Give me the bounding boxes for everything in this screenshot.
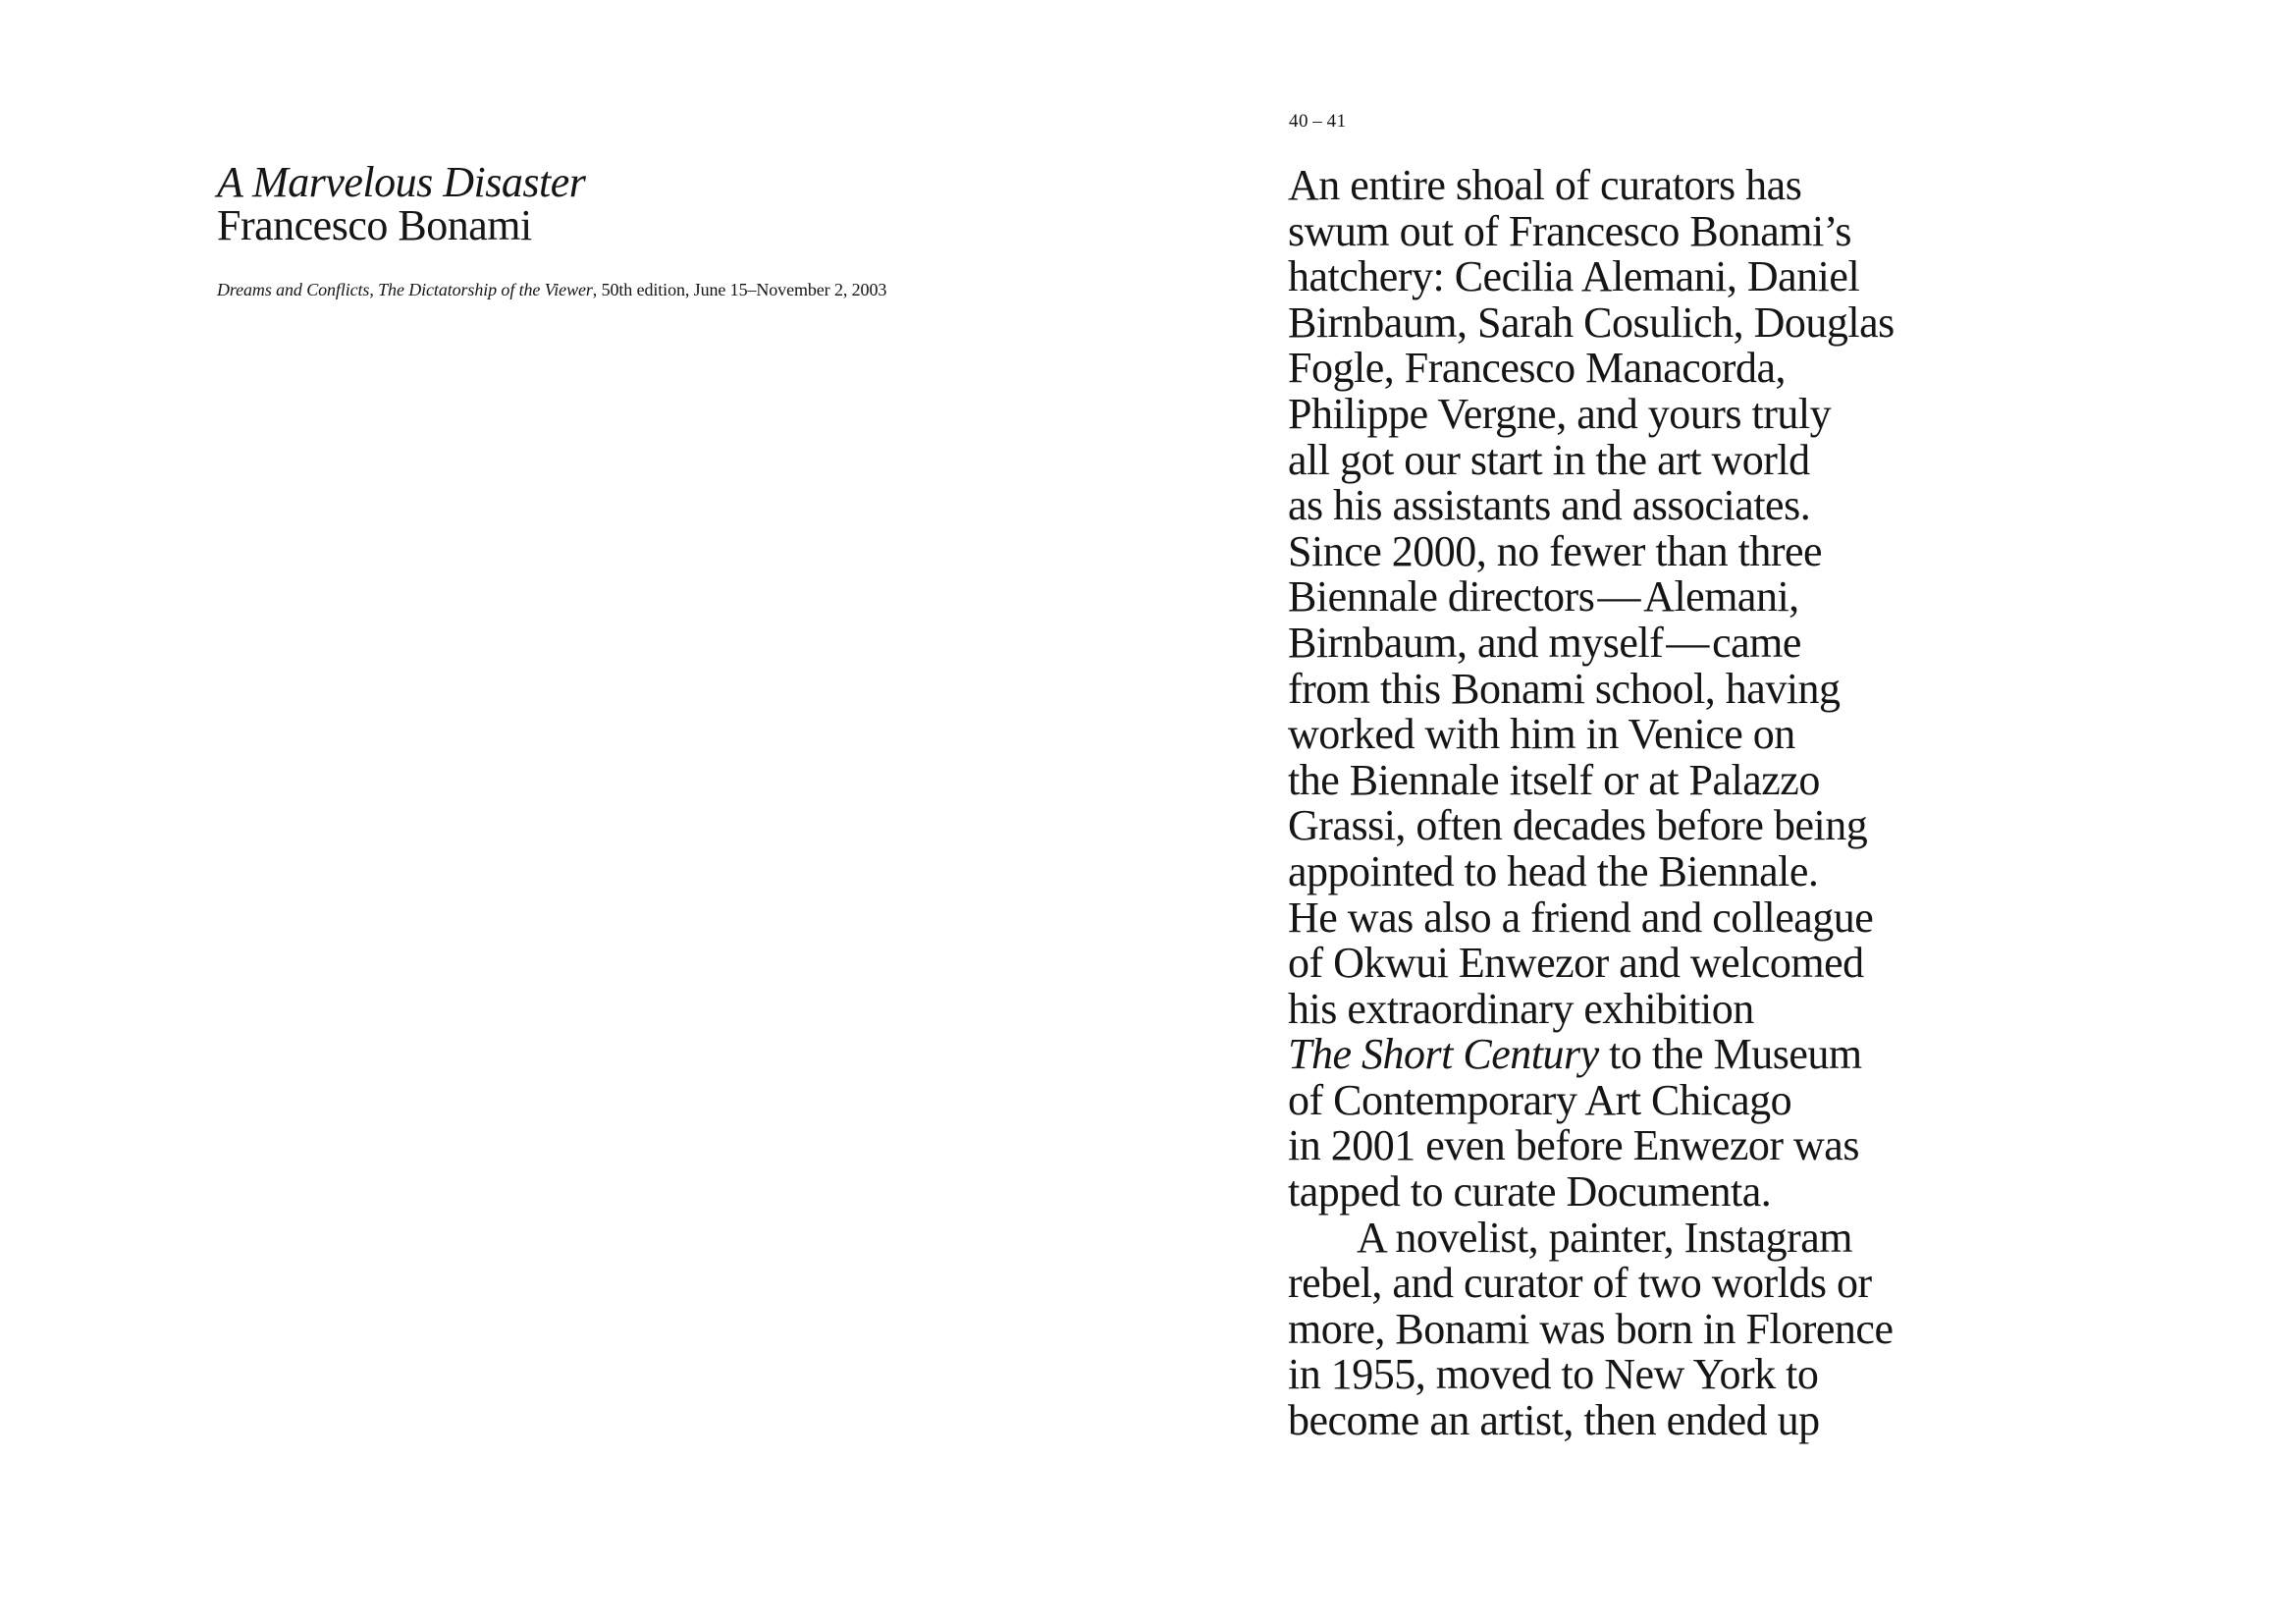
text-run: rebel, and curator of two worlds or bbox=[1288, 1259, 1872, 1308]
text-run: swum out of Francesco Bonami’s bbox=[1288, 206, 1852, 255]
text-run: He was also a friend and colleague bbox=[1288, 893, 1874, 942]
text-line bbox=[1288, 712, 1955, 758]
text-line bbox=[1288, 618, 1955, 667]
text-run: the Biennale itself or at Palazzo bbox=[1288, 755, 1820, 804]
text-line bbox=[1288, 574, 1955, 621]
text-line bbox=[1288, 664, 1955, 713]
text-line bbox=[1288, 846, 1955, 895]
text-line bbox=[1288, 346, 1955, 392]
text-run: Since 2000, no fewer than three bbox=[1288, 526, 1823, 575]
text-line bbox=[1288, 206, 1955, 255]
text-run: to the Museum bbox=[1598, 1030, 1862, 1079]
essay-body bbox=[1288, 163, 1955, 1444]
essay-title: A Marvelous Disaster bbox=[217, 158, 586, 206]
text-line bbox=[1288, 389, 1955, 438]
text-line bbox=[1288, 300, 1955, 347]
text-line bbox=[1288, 483, 1955, 529]
text-line bbox=[1288, 755, 1955, 804]
text-run: Biennale directors — Alemani, bbox=[1288, 572, 1799, 622]
text-line bbox=[1288, 1398, 1955, 1444]
text-run: more, Bonami was born in Florence bbox=[1288, 1304, 1894, 1353]
text-run: worked with him in Venice on bbox=[1288, 710, 1795, 759]
essay-author: Francesco Bonami bbox=[217, 201, 532, 249]
text-run: his extraordinary exhibition bbox=[1288, 984, 1754, 1033]
text-line bbox=[1288, 803, 1955, 849]
text-line bbox=[1288, 984, 1955, 1033]
exhibition-caption bbox=[217, 279, 886, 300]
text-line bbox=[1288, 254, 1955, 300]
text-run: Birnbaum, and myself — came bbox=[1288, 618, 1801, 667]
text-line bbox=[1288, 435, 1955, 484]
text-line bbox=[1288, 1123, 1955, 1169]
italic-run: The Short Century bbox=[1288, 1030, 1599, 1079]
page-numbers: 40 – 41 bbox=[1289, 111, 1347, 132]
text-run: in 1955, moved to New York to bbox=[1288, 1350, 1819, 1399]
text-line bbox=[1288, 163, 1955, 209]
text-line bbox=[1288, 1169, 1955, 1216]
paragraph bbox=[1288, 163, 1955, 1216]
text-run: in 2001 even before Enwezor was bbox=[1288, 1121, 1859, 1170]
text-line bbox=[1288, 1352, 1955, 1398]
text-run: hatchery: Cecilia Alemani, Daniel bbox=[1288, 252, 1860, 301]
italic-run: Dreams and Conflicts, The Dictatorship of the Viewer bbox=[217, 280, 593, 299]
text-run: , 50th edition, June 15–November 2, 2003 bbox=[592, 280, 887, 299]
text-line bbox=[1288, 1032, 1955, 1078]
text-run: Philippe Vergne, and yours truly bbox=[1288, 389, 1832, 438]
text-line bbox=[1288, 1261, 1955, 1307]
text-run: from this Bonami school, having bbox=[1288, 664, 1841, 713]
text-line bbox=[1288, 1304, 1955, 1353]
text-run: as his assistants and associates. bbox=[1288, 481, 1811, 530]
title-block bbox=[217, 158, 887, 300]
text-line bbox=[1288, 1075, 1955, 1124]
text-run: become an artist, then ended up bbox=[1288, 1396, 1820, 1445]
text-line bbox=[1288, 895, 1955, 942]
text-run: A novelist, painter, Instagram bbox=[1357, 1213, 1853, 1262]
text-run: of Contemporary Art Chicago bbox=[1288, 1075, 1792, 1124]
text-line bbox=[1288, 1213, 1955, 1262]
text-run: all got our start in the art world bbox=[1288, 435, 1810, 484]
text-line bbox=[1288, 526, 1955, 575]
text-run: tapped to curate Documenta. bbox=[1288, 1167, 1772, 1217]
text-run: of Okwui Enwezor and welcomed bbox=[1288, 939, 1864, 988]
text-run: appointed to head the Biennale. bbox=[1288, 846, 1819, 895]
paragraph bbox=[1288, 1213, 1955, 1445]
text-run: Grassi, often decades before being bbox=[1288, 801, 1868, 850]
text-run: Birnbaum, Sarah Cosulich, Douglas bbox=[1288, 298, 1895, 347]
text-run: Fogle, Francesco Manacorda, bbox=[1288, 344, 1786, 393]
text-line bbox=[1288, 941, 1955, 987]
text-run: An entire shoal of curators has bbox=[1288, 161, 1802, 209]
